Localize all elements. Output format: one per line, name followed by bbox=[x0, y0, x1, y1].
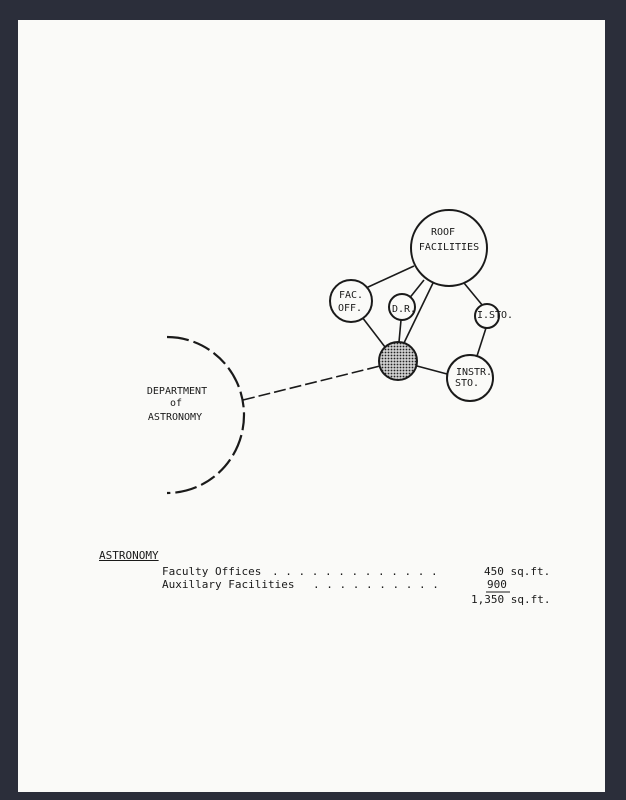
instr-label-line-2: STO. bbox=[454, 378, 480, 389]
fac-label-line-2: OFF. bbox=[337, 303, 363, 314]
roof-label-line-2: FACILITIES bbox=[418, 242, 480, 253]
link-hub-instr bbox=[417, 366, 447, 374]
link-roof-fac bbox=[366, 266, 414, 288]
row-value-auxillary-facilities: 900 bbox=[487, 578, 507, 591]
node-hub-shaded bbox=[379, 342, 417, 380]
instr-label-line-1: INSTR. bbox=[455, 367, 493, 378]
link-fac-hub bbox=[362, 317, 385, 347]
link-roof-isto bbox=[464, 283, 483, 306]
row-label-auxillary-facilities: Auxillary Facilities bbox=[162, 578, 295, 591]
total-value: 1,350 sq.ft. bbox=[471, 593, 551, 606]
roof-label-line-1: ROOF bbox=[430, 227, 456, 238]
row-value-faculty-offices: 450 sq.ft. bbox=[484, 565, 551, 578]
fac-label-line-1: FAC. bbox=[338, 290, 364, 301]
link-dr-hub bbox=[399, 320, 401, 342]
node-faculty-offices bbox=[330, 280, 372, 322]
row-label-faculty-offices: Faculty Offices bbox=[162, 565, 262, 578]
row-leader-faculty-offices: . . . . . . . . . . . . . bbox=[272, 565, 438, 578]
department-label-line-1: DEPARTMENT bbox=[146, 386, 208, 397]
dr-label: D.R. bbox=[391, 304, 417, 315]
link-isto-instr bbox=[477, 328, 486, 356]
department-label-line-2: of bbox=[169, 398, 183, 409]
department-to-hub-link bbox=[243, 366, 380, 400]
isto-label: I.STO. bbox=[476, 310, 514, 321]
table-title: ASTRONOMY bbox=[99, 549, 159, 562]
department-label-line-3: ASTRONOMY bbox=[147, 412, 203, 423]
row-leader-auxillary-facilities: . . . . . . . . . . bbox=[313, 578, 439, 591]
